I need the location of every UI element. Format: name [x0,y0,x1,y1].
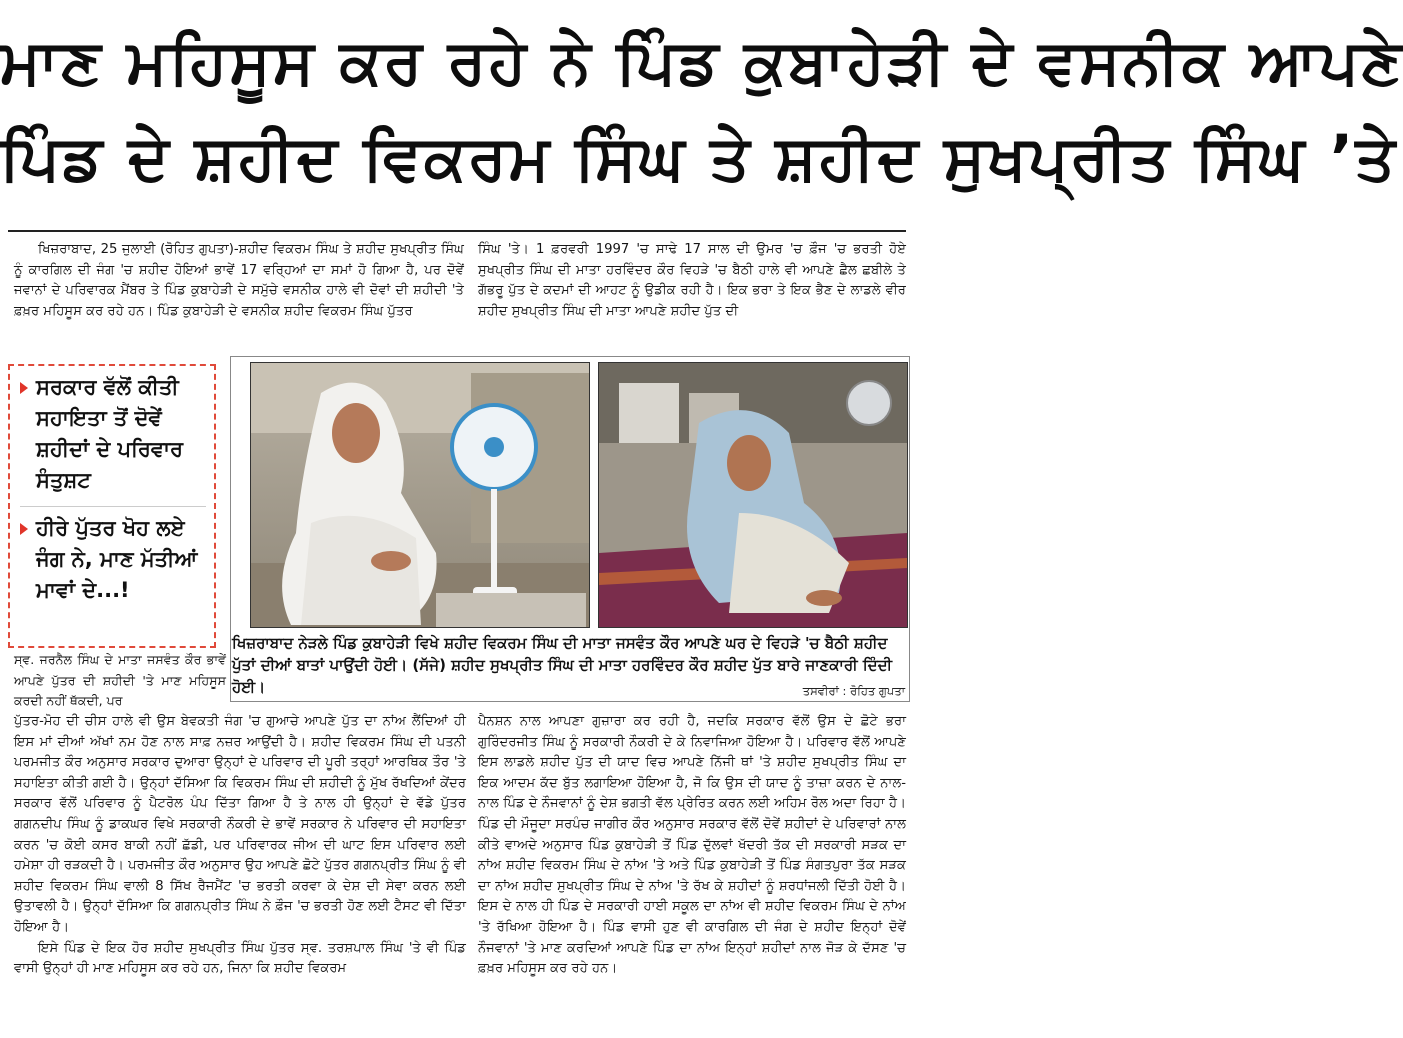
triangle-bullet-icon [20,523,28,535]
headline-divider [8,230,906,232]
intro-paragraph [14,240,464,322]
headline-line-2: ਪਿੰਡ ਦੇ ਸ਼ਹੀਦ ਵਿਕਰਮ ਸਿੰਘ ਤੇ ਸ਼ਹੀਦ ਸੁਖਪ੍ਰੀਤ ਸਿੰਘ ’ਤੇ [0,121,1398,194]
triangle-bullet-icon [20,382,28,394]
photo-left-illustration [251,363,589,627]
photo-credit: ਤਸਵੀਰਾਂ : ਰੋਹਿਤ ਗੁਪਤਾ [802,684,905,698]
sidebar-item-government-help [20,372,206,496]
sidebar-item-label: ਸਰਕਾਰ ਵੱਲੋਂ ਕੀਤੀ ਸਹਾਇਤਾ ਤੋਂ ਦੋਵੇਂ ਸ਼ਹੀਦਾਂ ਦੇ ਪਰਿਵਾਰ ਸੰਤੁਸ਼ਟ [36,375,184,492]
top-right-text: ਸਿੰਘ 'ਤੇ। 1 ਫ਼ਰਵਰੀ 1997 'ਚ ਸਾਢੇ 17 ਸਾਲ ਦੀ ਉਮਰ 'ਚ ਫ਼ੌਜ 'ਚ ਭਰਤੀ ਹੋਏ ਸੁਖਪ੍ਰੀਤ ਸਿੰਘ ਦੀ ਮਾਤਾ ਹਰਵਿੰਦਰ ਕੌਰ ਵਿਹੜੇ 'ਚ ਬੈਠੀ ਹਾਲੇ ਵੀ ਆਪਣੇ ਛੈਲ ਛਬੀਲੇ ਤੇ ਗੱਭਰੂ ਪੁੱਤ ਦੇ ਕਦਮਾਂ ਦੀ ਆਹਟ ਨੂੰ ਉਡੀਕ ਰਹੀ ਹੈ। ਇਕ ਭਰਾ ਤੇ ਇਕ ਭੈਣ ਦੇ ਲਾਡਲੇ ਵੀਰ ਸ਼ਹੀਦ ਸੁਖਪ੍ਰੀਤ ਸਿੰਘ ਦੀ ਮਾਤਾ ਆਪਣੇ ਸ਼ਹੀਦ ਪੁੱਤ ਦੀ [478,242,906,319]
photo-mother-jaswant-kaur [250,362,590,628]
top-right-paragraph [478,240,906,322]
photo-mother-harvinder-kaur [598,362,908,628]
bottom-left-p2: ਇਸੇ ਪਿੰਡ ਦੇ ਇਕ ਹੋਰ ਸ਼ਹੀਦ ਸੁਖਪ੍ਰੀਤ ਸਿੰਘ ਪੁੱਤਰ ਸ੍ਵ. ਤਰਸ਼ਪਾਲ ਸਿੰਘ 'ਤੇ ਵੀ ਪਿੰਡ ਵਾਸੀ ਉਨ੍ਹਾਂ ਹੀ ਮਾਣ ਮਹਿਸੂਸ ਕਰ ਰਹੇ ਹਨ, ਜਿਨਾ ਕਿ ਸ਼ਹੀਦ ਵਿਕਰਮ [14,940,466,977]
bottom-left-p1: ਪੁੱਤਰ-ਮੋਹ ਦੀ ਚੀਸ ਹਾਲੇ ਵੀ ਉਸ ਬੇਵਕਤੀ ਜੰਗ 'ਚ ਗੁਆਚੇ ਆਪਣੇ ਪੁੱਤ ਦਾ ਨਾਂਅ ਲੈਂਦਿਆਂ ਹੀ ਇਸ ਮਾਂ ਦੀਆਂ ਅੱਖਾਂ ਨਮ ਹੋਣ ਨਾਲ ਸਾਫ਼ ਨਜ਼ਰ ਆਉਂਦੀ ਹੈ। ਸ਼ਹੀਦ ਵਿਕਰਮ ਸਿੰਘ ਦੀ ਪਤਨੀ ਪਰਮਜੀਤ ਕੌਰ ਅਨੁਸਾਰ ਸਰਕਾਰ ਦੁਆਰਾ ਉਨ੍ਹਾਂ ਦੇ ਪਰਿਵਾਰ ਦੀ ਪੂਰੀ ਤਰ੍ਹਾਂ ਆਰਥਿਕ ਤੌਰ 'ਤੇ ਸਹਾਇਤਾ ਕੀਤੀ ਗਈ ਹੈ। ਉਨ੍ਹਾਂ ਦੱਸਿਆ ਕਿ ਵਿਕਰਮ ਸਿੰਘ ਦੀ ਸ਼ਹੀਦੀ ਨੂੰ ਮੁੱਖ ਰੱਖਦਿਆਂ ਕੇਂਦਰ ਸਰਕਾਰ ਵੱਲੋਂ ਪਰਿਵਾਰ ਨੂੰ ਪੈਟਰੋਲ ਪੰਪ ਦਿੱਤਾ ਗਿਆ ਹੈ ਤੇ ਨਾਲ ਹੀ ਉਨ੍ਹਾਂ ਦੇ ਵੱਡੇ ਪੁੱਤਰ ਗਗਨਦੀਪ ਸਿੰਘ ਨੂੰ ਡਾਕਘਰ ਵਿਖੇ ਸਰਕਾਰੀ ਨੌਕਰੀ ਦੇ ਭਾਵੇਂ ਸਰਕਾਰ ਨੇ ਪਰਿਵਾਰ ਦੀ ਸਹਾਇਤਾ ਕਰਨ 'ਚ ਕੋਈ ਕਸਰ ਬਾਕੀ ਨਹੀਂ ਛੱਡੀ, ਪਰ ਪਰਿਵਾਰਕ ਜੀਅ ਦੀ ਘਾਟ ਇਸ ਪਰਿਵਾਰ ਲਈ ਹਮੇਸ਼ਾ ਹੀ ਰੜਕਦੀ ਹੈ। ਪਰਮਜੀਤ ਕੌਰ ਅਨੁਸਾਰ ਉਹ ਆਪਣੇ ਛੋਟੇ ਪੁੱਤਰ ਗਗਨਪ੍ਰੀਤ ਸਿੰਘ ਨੂੰ ਵੀ ਸ਼ਹੀਦ ਵਿਕਰਮ ਸਿੰਘ ਵਾਲੀ 8 ਸਿੱਖ ਰੈਜਮੈਂਟ 'ਚ ਭਰਤੀ ਕਰਵਾ ਕੇ ਦੇਸ਼ ਦੀ ਸੇਵਾ ਕਰਨ ਲਈ ਉਤਾਵਲੀ ਹੈ। ਉਨ੍ਹਾਂ ਦੱਸਿਆ ਕਿ ਗਗਨਪ੍ਰੀਤ ਸਿੰਘ ਨੇ ਫ਼ੌਜ 'ਚ ਭਰਤੀ ਹੋਣ ਲਈ ਟੈਸਟ ਵੀ ਦਿੱਤਾ ਹੋਇਆ ਹੈ। [14,714,466,935]
sidebar-item-mothers [20,506,206,606]
headline-line-1: ਮਾਣ ਮਹਿਸੂਸ ਕਰ ਰਹੇ ਨੇ ਪਿੰਡ ਕੁਬਾਹੇੜੀ ਦੇ ਵਸਨੀਕ ਆਪਣੇ [0,25,1403,98]
left-under-text: ਸ੍ਵ. ਜਰਨੈਲ ਸਿੰਘ ਦੇ ਮਾਤਾ ਜਸਵੰਤ ਕੌਰ ਭਾਵੇਂ ਆਪਣੇ ਪੁੱਤਰ ਦੀ ਸ਼ਹੀਦੀ 'ਤੇ ਮਾਣ ਮਹਿਸੂਸ ਕਰਦੀ ਨਹੀਂ ਥੱਕਦੀ, ਪਰ [14,652,226,709]
left-under-sidebar [14,650,226,712]
sidebar-highlights [8,364,216,648]
photo-caption: ਖਿਜ਼ਰਾਬਾਦ ਨੇੜਲੇ ਪਿੰਡ ਕੁਬਾਹੇੜੀ ਵਿਖੇ ਸ਼ਹੀਦ ਵਿਕਰਮ ਸਿੰਘ ਦੀ ਮਾਤਾ ਜਸਵੰਤ ਕੌਰ ਆਪਣੇ ਘਰ ਦੇ ਵਿਹੜੇ 'ਚ ਬੈਠੀ ਸ਼ਹੀਦ ਪੁੱਤਾਂ ਦੀਆਂ ਬਾਤਾਂ ਪਾਉਂਦੀ ਹੋਈ। (ਸੱਜੇ) ਸ਼ਹੀਦ ਸੁਖਪ੍ਰੀਤ ਸਿੰਘ ਦੀ ਮਾਤਾ ਹਰਵਿੰਦਰ ਕੌਰ ਸ਼ਹੀਦ ਪੁੱਤ ਬਾਰੇ ਜਾਣਕਾਰੀ ਦਿੰਦੀ ਹੋਈ। [232,634,893,696]
bottom-right-column [478,712,906,980]
bottom-left-column [14,712,466,980]
intro-text: ਖਿਜ਼ਰਾਬਾਦ, 25 ਜੁਲਾਈ (ਰੋਹਿਤ ਗੁਪਤਾ)-ਸ਼ਹੀਦ ਵਿਕਰਮ ਸਿੰਘ ਤੇ ਸ਼ਹੀਦ ਸੁਖਪ੍ਰੀਤ ਸਿੰਘ ਨੂੰ ਕਾਰਗਿਲ ਦੀ ਜੰਗ 'ਚ ਸ਼ਹੀਦ ਹੋਇਆਂ ਭਾਵੇਂ 17 ਵਰ੍ਹਿਆਂ ਦਾ ਸਮਾਂ ਹੋ ਗਿਆ ਹੈ, ਪਰ ਦੋਵੇਂ ਜਵਾਨਾਂ ਦੇ ਪਰਿਵਾਰਕ ਮੈਂਬਰ ਤੇ ਪਿੰਡ ਕੁਬਾਹੇੜੀ ਦੇ ਸਮੁੱਚੇ ਵਸਨੀਕ ਹਾਲੇ ਵੀ ਦੋਵਾਂ ਦੀ ਸ਼ਹੀਦੀ 'ਤੇ ਫ਼ਖ਼ਰ ਮਹਿਸੂਸ ਕਰ ਰਹੇ ਹਨ। ਪਿੰਡ ਕੁਬਾਹੇੜੀ ਦੇ ਵਸਨੀਕ ਸ਼ਹੀਦ ਵਿਕਰਮ ਸਿੰਘ ਪੁੱਤਰ [14,242,464,319]
bottom-right-text: ਪੈਨਸ਼ਨ ਨਾਲ ਆਪਣਾ ਗੁਜ਼ਾਰਾ ਕਰ ਰਹੀ ਹੈ, ਜਦਕਿ ਸਰਕਾਰ ਵੱਲੋਂ ਉਸ ਦੇ ਛੋਟੇ ਭਰਾ ਗੁਰਿੰਦਰਜੀਤ ਸਿੰਘ ਨੂੰ ਸਰਕਾਰੀ ਨੌਕਰੀ ਦੇ ਕੇ ਨਿਵਾਜਿਆ ਹੋਇਆ ਹੈ। ਪਰਿਵਾਰ ਵੱਲੋਂ ਆਪਣੇ ਇਸ ਲਾਡਲੇ ਸ਼ਹੀਦ ਪੁੱਤ ਦੀ ਯਾਦ ਵਿਚ ਆਪਣੇ ਨਿੱਜੀ ਥਾਂ 'ਤੇ ਸ਼ਹੀਦ ਸੁਖਪ੍ਰੀਤ ਸਿੰਘ ਦਾ ਇਕ ਆਦਮ ਕੱਦ ਬੁੱਤ ਲਗਾਇਆ ਹੋਇਆ ਹੈ, ਜੋ ਕਿ ਉਸ ਦੀ ਯਾਦ ਨੂੰ ਤਾਜ਼ਾ ਕਰਨ ਦੇ ਨਾਲ-ਨਾਲ ਪਿੰਡ ਦੇ ਨੌਜਵਾਨਾਂ ਨੂੰ ਦੇਸ਼ ਭਗਤੀ ਵੱਲ ਪ੍ਰੇਰਿਤ ਕਰਨ ਲਈ ਅਹਿਮ ਰੋਲ ਅਦਾ ਰਿਹਾ ਹੈ। ਪਿੰਡ ਦੀ ਮੌਜੂਦਾ ਸਰਪੰਚ ਜਾਗੀਰ ਕੌਰ ਅਨੁਸਾਰ ਸਰਕਾਰ ਵੱਲੋਂ ਦੋਵੇਂ ਸ਼ਹੀਦਾਂ ਦੇ ਪਰਿਵਾਰਾਂ ਨਾਲ ਕੀਤੇ ਵਾਅਦੇ ਅਨੁਸਾਰ ਪਿੰਡ ਕੁਬਾਹੇੜੀ ਤੋਂ ਪਿੰਡ ਦੁੱਲਵਾਂ ਖੱਦਰੀ ਤੱਕ ਦੀ ਸਰਕਾਰੀ ਸੜਕ ਦਾ ਨਾਂਅ ਸ਼ਹੀਦ ਵਿਕਰਮ ਸਿੰਘ ਦੇ ਨਾਂਅ 'ਤੇ ਅਤੇ ਪਿੰਡ ਕੁਬਾਹੇੜੀ ਤੋਂ ਪਿੰਡ ਸੰਗਤਪੁਰਾ ਤੱਕ ਸੜਕ ਦਾ ਨਾਂਅ ਸ਼ਹੀਦ ਸੁਖਪ੍ਰੀਤ ਸਿੰਘ ਦੇ ਨਾਂਅ 'ਤੇ ਰੱਖ ਕੇ ਸ਼ਹੀਦਾਂ ਨੂੰ ਸ਼ਰਧਾਂਜਲੀ ਦਿੱਤੀ ਹੋਈ ਹੈ। ਇਸ ਦੇ ਨਾਲ ਹੀ ਪਿੰਡ ਦੇ ਸਰਕਾਰੀ ਹਾਈ ਸਕੂਲ ਦਾ ਨਾਂਅ ਵੀ ਸ਼ਹੀਦ ਵਿਕਰਮ ਸਿੰਘ ਦੇ ਨਾਂਅ 'ਤੇ ਰੱਖਿਆ ਹੋਇਆ ਹੈ। ਪਿੰਡ ਵਾਸੀ ਹੁਣ ਵੀ ਕਾਰਗਿਲ ਦੀ ਜੰਗ ਦੇ ਸ਼ਹੀਦ ਇਨ੍ਹਾਂ ਦੋਵੇਂ ਨੌਜਵਾਨਾਂ 'ਤੇ ਮਾਣ ਕਰਦਿਆਂ ਆਪਣੇ ਪਿੰਡ ਦਾ ਨਾਂਅ ਇਨ੍ਹਾਂ ਸ਼ਹੀਦਾਂ ਨਾਲ ਜੋੜ ਕੇ ਦੱਸਣ 'ਚ ਫ਼ਖ਼ਰ ਮਹਿਸੂਸ ਕਰ ਰਹੇ ਹਨ। [478,714,906,977]
photo-right-illustration [599,363,907,627]
sidebar-item-label: ਹੀਰੇ ਪੁੱਤਰ ਖੋਹ ਲਏ ਜੰਗ ਨੇ, ਮਾਣ ਮੱਤੀਆਂ ਮਾਵਾਂ ਦੇ...! [36,516,198,602]
